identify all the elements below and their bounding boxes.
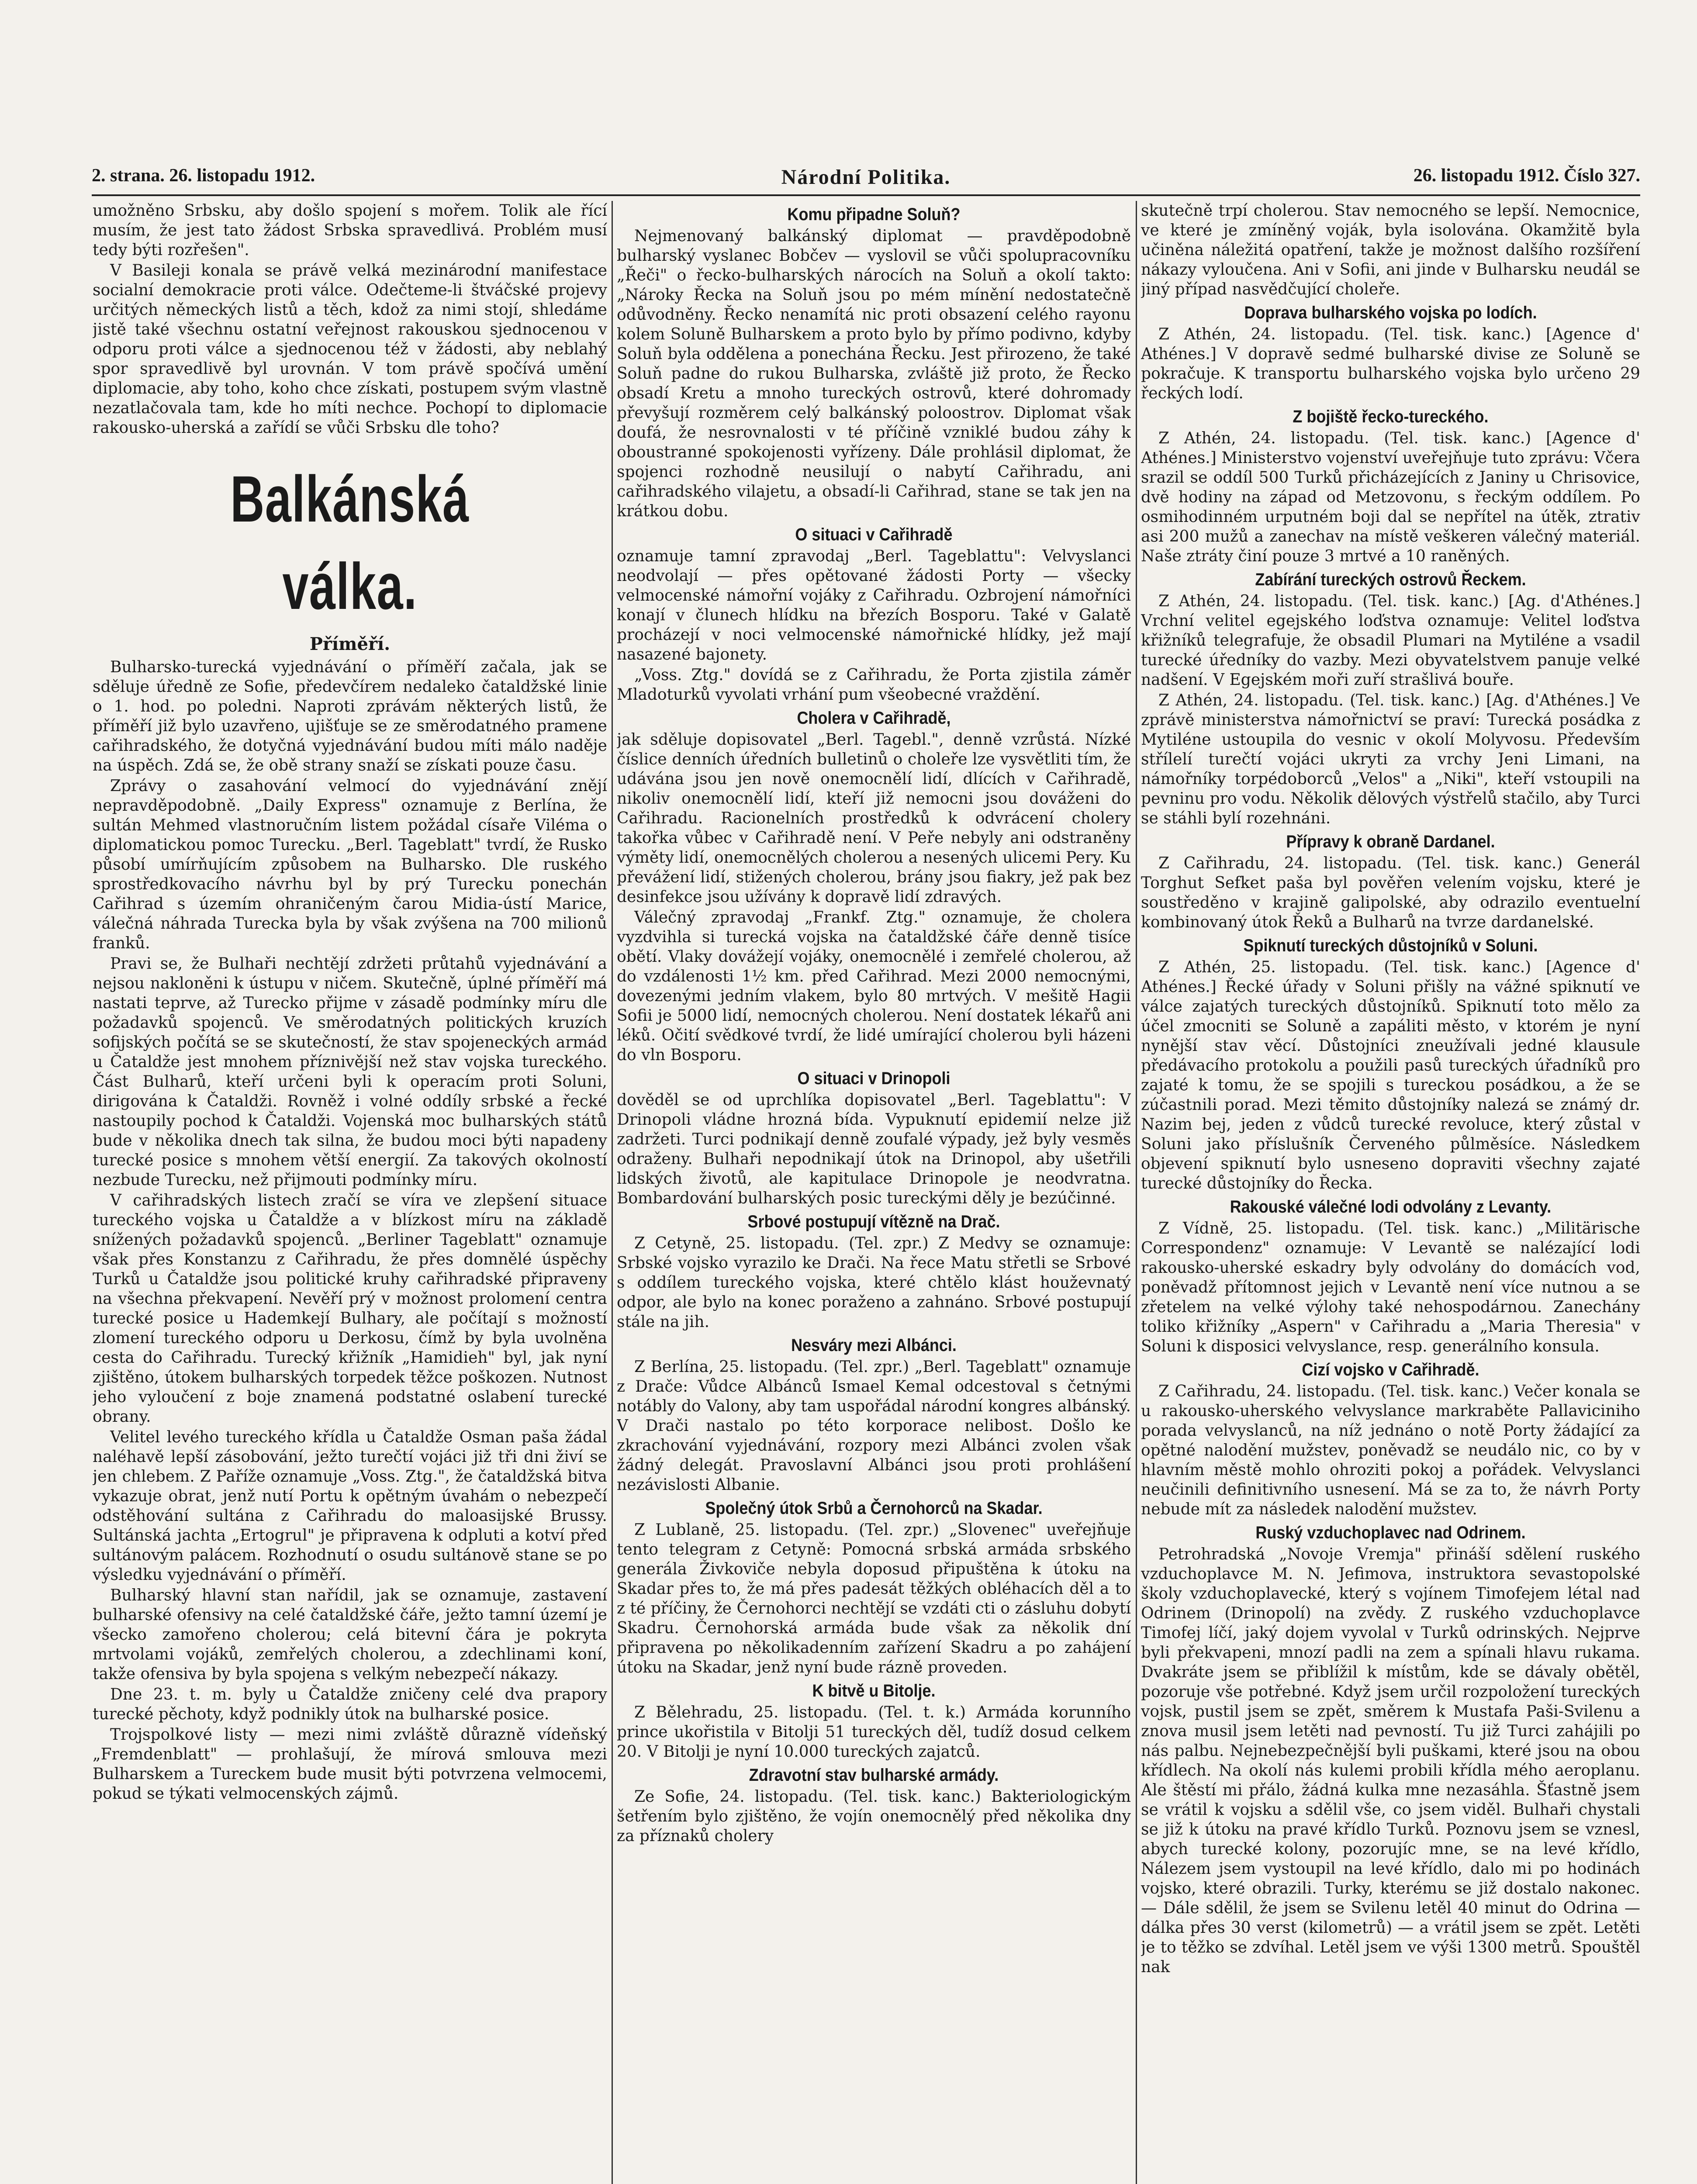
headline-cholera: Cholera v Cařihradě, (797, 708, 951, 728)
article-ostrovy-2: Z Athén, 24. listopadu. (Tel. tisk. kanc.) [Ag. d'Athénes.] Ve zprávě ministerstva námořnictví se praví: Turecká posádka z Mytiléne ustoupila do vesnic v okolí Molyvosu. Především střílelí turečtí vojáci ukryti za vrchy Jeni Limani, na námořníky torpédoborců „Velos" a „Niki", kteří vstoupili na pevninu pro vodu. Několik dělových výstřelů stačilo, aby Turci se stáhli bylí rozehnáni. (1141, 691, 1640, 827)
armistice-paragraph-3: Pravi se, že Bulhaři nechtějí zdržeti průtahů vyjednávání a nejsou nakloněni k ústupu v ničem. Skutečně, úplné příměří má nastati teprve, až Turecko přijme v zásadě podmínky míru dle požadavků spojenců. Ve směrodatných politických kruzích sofijských počítá se se skutečností, že stav spojeneckých armád u Čataldže jest mnohem příznivější než stav vojska tureckého. Část Bulharů, kteří určeni byli k operacím proti Soluni, dirigována k Čataldži. Rovněž i volné oddíly srbské a řecké nastoupily pochod k Čataldži. Vojenská moc bulharských států bude v několika dnech tak silna, že budou moci býti napadeny turecké posice s mnohem větší energií. Za takových okolností nezbude Turecku, než přijmouti podmínky míru. (93, 955, 607, 1189)
article-ostrovy: Z Athén, 24. listopadu. (Tel. tisk. kanc.) [Ag. d'Athénes.] Vrchní velitel egejského loďstva oznamuje: Velitel loďstva křižníků telegrafuje, že obsadil Plumari na Mytiléne a vsadil turecké úředníky do vazby. Mezi obyvatelstvem panuje velké nadšení. V Egejském moři zuří strašlivá bouře. (1141, 592, 1640, 689)
article-solun: Nejmenovaný balkánský diplomat — pravděpodobně bulharský vyslanec Bobčev — vyslovil se vůči spolupracovníku „Řeči" o řecko-bulharských nárocích na Soluň a okolí takto: „Nároky Řecka na Soluň jsou po mém mínění nedostatečně odůvodněny. Řecko nenamítá nic proti obsazení celého rayonu kolem Soluně Bulharskem a proto bylo by přímo podivno, kdyby Soluň byla oddělena a ponechána Řecku. Jest přirozeno, že také Soluň padne do rukou Bulharska, zvláště již proto, že Řecko obsadí Kretu a mnoho tureckých ostrovů, které dohromady převyšují rozměrem celý balkánský poloostrov. Diplomat však doufá, že nesrovnalosti v té příčině vzniklé budou záhy k oboustranné spokojenosti vyřízeny. Dále prohlásil diplomat, že spojenci rozhodně neusilují o nabytí Cařihradu, ani cařihradského vilajetu, a obsadí-li Cařihrad, stane se tak jen na krátkou dobu. (617, 227, 1131, 520)
newspaper-title: Národní Politika. (781, 166, 951, 189)
headline-dardanely: Přípravy k obraně Dardanel. (1286, 832, 1495, 851)
armistice-paragraph-1: Bulharsko-turecká vyjednávání o příměří začala, jak se sděluje úředně ze Sofie, předevčírem nedaleko čataldžské linie o 1. hod. po poledni. Naproti zprávám některých listů, že příměří již bylo uzavřeno, ujišťuje se ze směrodatného pramene cařihradského, že dotyčná vyjednávání budou míti málo naděje na úspěch. Zdá se, že obě strany snaží se získati pouze času. (93, 658, 607, 774)
armistice-paragraph-8: Trojspolkové listy — mezi nimi zvláště důrazně vídeňský „Fremdenblatt" — prohlašují, že mírová smlouva mezi Bulharskem a Tureckem bude musit býti potvrzena velmocemi, pokud se týkati velmocenských zájmů. (93, 1726, 607, 1803)
article-carihrad: oznamuje tamní zpravodaj „Berl. Tageblattu": Velvyslanci neodvolají — přes opětované žádosti Porty — všecky velmocenské námořní vojáky z Cařihradu. Ozbrojení námořníci konají v člunech hlídku na březích Bosporu. Také v Galatě procházejí v noci velmocenské námořnické hlídky, jež mají nasazené bajonety. (617, 547, 1131, 663)
article-levanta: Z Vídně, 25. listopadu. (Tel. tisk. kanc.) „Militärische Correspondenz" oznamuje: V Levantě se nalézající lodi rakousko-uherské eskadry byly odvolány do domácích vod, poněvadž přítomnost jejich v Levantě není více nutnou a se zřetelem na velké výlohy také nehospodárnou. Zanechány toliko křižníky „Aspern" v Cařihradu a „Maria Theresia" v Soluni k disposici velvyslance, resp. generálního konsula. (1141, 1220, 1640, 1355)
intro-paragraph: umožněno Srbsku, aby došlo spojení s mořem. Tolik ale řící musím, že jest tato žádost Srbska spravedlivá. Problém musí tedy býti rozřešen". (93, 202, 607, 259)
article-continued: skutečně trpí cholerou. Stav nemocného se lepší. Nemocnice, ve které je zmíněný voják, byla isolována. Okamžitě byla učiněna náležitá opatření, takže je možnost dalšího rozšíření nákazy vyloučena. Ani v Sofii, ani jinde v Bulharsku neudál se jiný případ nasvědčující choleře. (1141, 202, 1640, 298)
headline-doprava: Doprava bulharského vojska po lodích. (1244, 303, 1537, 322)
article-zdravotni: Ze Sofie, 24. listopadu. (Tel. tisk. kanc.) Bakteriologickým šetřením bylo zjištěno, že vojín onemocnělý před několika dny za příznaků cholery (617, 1788, 1131, 1845)
article-albanci: Z Berlína, 25. listopadu. (Tel. zpr.) „Berl. Tageblatt" oznamuje z Drače: Vůdce Albánců Ismael Kemal odcestoval s četnými notábly do Valony, aby tam uspořádal národní kongres albánský. V Drači nastalo po této korporace nelibost. Došlo ke zkrachování vyjednávání, rozpory mezi Albánci zvolen však žádný delegát. Pravoslavní Albánci jsou proti prohlášení nezávislosti Albanie. (617, 1358, 1131, 1494)
headline-vzducho: Ruský vzduchoplavec nad Odrinem. (1255, 1523, 1526, 1542)
basel-paragraph: V Basileji konala se právě velká mezinárodní manifestace socialní demokracie proti válce. Odečteme-li štváčské projevy určitých německých listů a těch, kdož za nimi stojí, shledáme jistě také všechnu ostatní veřejnost rakouskou sjednocenou v odporu proti válce a sjednocenou též v žádosti, aby neblahý spor spravedlivě byl urovnán. V tom právě spočívá umění diplomacie, aby toho, koho chce získati, postupem svým vlastně nezatlačovala tam, kde ho míti nechce. Pochopí to diplomacie rakousko-uherská a zařídí se vůči Srbsku dle toho? (93, 262, 607, 437)
column-divider-1 (612, 201, 613, 2184)
column-1 (93, 201, 607, 2184)
headline-carihrad: O situaci v Cařihradě (795, 525, 953, 544)
armistice-paragraph-5: Velitel levého tureckého křídla u Čataldže Osman paša žádal naléhavě lepší zásobování, ježto turečtí vojáci již tři dni živí se jen chlebem. Z Paříže oznamuje „Voss. Ztg.", že čataldžská bitva vykazuje obrat, jenž nutí Portu k opětným úvahám o nebezpečí odstěhování sultána z Cařihradu do maloasijské Brussy. Sultánská jachta „Ertogrul" je připravena k odpluti a kotví před sultánovým palácem. Rozhodnutí o osudu sultánově stane se po výsledku vyjednávání o příměří. (93, 1428, 607, 1584)
article-srbove: Z Cetyně, 25. listopadu. (Tel. zpr.) Z Medvy se oznamuje: Srbské vojsko vyrazilo ke Drači. Na řece Matu střetli se Srbové s oddílem tureckého vojska, které chtělo klást houževnatý odpor, ale bylo na konec poraženo a zahnáno. Srbové postupují stále na jih. (617, 1234, 1131, 1331)
article-cholera-2: Válečný zpravodaj „Frankf. Ztg." oznamuje, že cholera vyzdvihla si turecká vojska na čataldžské čáře denně tisíce obětí. Vlaky dovážejí vojáky, onemocnělé i zemřelé cholerou, až do vzdálenosti 1½ km. před Cařihrad. Mezi 2000 nemocnými, dovezenými jedním vlakem, bylo 80 mrtvých. V mešitě Hagii Sofii je 5000 lidí, nemocných cholerou. Není dostatek lékařů ani léků. Očití svědkové tvrdí, že lidé umírající cholerou byli házeni do vln Bosporu. (617, 909, 1131, 1064)
armistice-paragraph-7: Dne 23. t. m. byly u Čataldže zničeny celé dva prapory turecké pěchoty, když podnikly útok na bulharské posice. (93, 1686, 607, 1723)
article-vojsko: Z Cařihradu, 24. listopadu. (Tel. tisk. kanc.) Večer konala se u rakousko-uherského velvyslance markraběte Pallaviciniho porada velvyslanců, na níž jednáno o notě Porty žádající za opětné nalodění mužstev, poněvadž se neudálo nic, co by v hlavním městě mohlo ohroziti pokoj a pořádek. Velvyslanci neučinili definitivního usnesení. Má se za to, že návrh Porty nebude mít za následek nalodění mužstev. (1141, 1382, 1640, 1518)
article-cholera: jak sděluje dopisovatel „Berl. Tagebl.", denně vzrůstá. Nízké číslice denních úředních bulletinů o choleře lze vysvětliti tím, že udávána jsou jen nově onemocnělí lidí, dlících v Cařihradě, nikoliv onemocnělí lidí, kteří již nemocni jsou dováženi do Cařihradu. Racionelních prostředků k odvrácení cholery takořka vůbec v Cařihradě není. V Peře nebyly ani odstraněny výměty lidí, onemocnělých cholerou a nesených ulicemi Pery. Ku převážení lidí, stižených cholerou, brány jsou fiakry, jež pak bez desinfekce jsou užívány k dopravě lidí zdravých. (617, 731, 1131, 906)
headline-drinopol: O situaci v Drinopoli (797, 1069, 950, 1088)
article-dustojnici: Z Athén, 25. listopadu. (Tel. tisk. kanc.) [Agence d' Athénes.] Řecké úřady v Soluni přišly na vážné spiknutí ve válce zajatých tureckých důstojníků. Spiknutí toto mělo za účel zmocniti se Soluně a zapáliti město, v ktorém je nyní nynější stav věcí. Důstojníci zneužívali jedné klausule předávacího protokolu a použili pasů tureckých úřadníků pro zajaté k tomu, že se spojili s tureckou posádkou, a že se zúčastnili porad. Mezi těmito důstojníky nalezá se známý dr. Nazim bej, jeden z vůdců turecké revoluce, který zůstal v Soluni jako příslušník Červeného půlměsíce. Následkem objevení spiknutí bylo usneseno dopraviti všechny zajaté turecké důstojníky do Řecka. (1141, 958, 1640, 1192)
headline-srbove: Srbové postupují vítězně na Drač. (747, 1212, 1000, 1231)
armistice-paragraph-2: Zprávy o zasahování velmocí do vyjednávání znějí nepravděpodobně. „Daily Express" oznamuje z Berlína, že sultán Mehmed vlastnoručním listem požádal císaře Viléma o diplomatickou pomoc Turecku. „Berl. Tageblatt" tvrdí, že Rusko působí umírňujícím způsobem na Bulharsko. Dle ruského sprostředkovacího návrhu byl by prý Turecku ponechán Cařihrad s územím ohraničeným čarou Midia-ústí Marice, válečná náhrada Turecka byla by však zvýšena na 700 milionů franků. (93, 777, 607, 952)
article-doprava: Z Athén, 24. listopadu. (Tel. tisk. kanc.) [Agence d' Athénes.] V dopravě sedmé bulharské divise ze Soluně se pokračuje. K transportu bulharského vojska bylo určeno 29 řeckých lodí. (1141, 325, 1640, 402)
headline-solun: Komu připadne Soluň? (787, 205, 961, 224)
headline-ostrovy: Zabírání tureckých ostrovů Řeckem. (1255, 570, 1526, 589)
article-carihrad-2: „Voss. Ztg." dovídá se z Cařihradu, že Porta zjistila záměr Mladoturků vyvolati vrhání pum všeobecné vraždění. (617, 666, 1131, 704)
war-section-title: Balkánská válka. (230, 462, 470, 623)
headline-vojsko: Cizí vojsko v Cařihradě. (1302, 1360, 1479, 1379)
headline-albanci: Nesváry mezi Albánci. (791, 1336, 957, 1355)
column-2 (617, 201, 1131, 2184)
article-dardanely: Z Cařihradu, 24. listopadu. (Tel. tisk. kanc.) Generál Torghut Sefket paša byl pověřen velením vojsku, které je soustředěno v krajině galipolské, aby odrazilo eventuelní kombinovaný útok Řeků a Bulharů na tvrze dardanelské. (1141, 854, 1640, 931)
headline-zdravotni: Zdravotní stav bulharské armády. (749, 1766, 999, 1785)
war-section-subtitle: Příměří. (309, 634, 391, 654)
armistice-paragraph-6: Bulharský hlavní stan nařídil, jak se oznamuje, zastavení bulharské ofensivy na celé čataldžské čáře, ježto tamní území je všecko zamořeno cholerou; celá bitevní čára je pokryta mrtvolami vojáků, zemřelých cholerou, a zdechlinami koní, takže ofensiva by byla spojena s velkým nebezpečí nákazy. (93, 1586, 607, 1683)
article-bojiste: Z Athén, 24. listopadu. (Tel. tisk. kanc.) [Agence d' Athénes.] Ministerstvo vojenství uveřejňuje tuto zprávu: Včera srazil se oddíl 500 Turků přicházejících z Janiny u Chrisovice, dvě hodiny na západ od Metzovonu, s řeckým oddílem. Po osmihodinném urputném boji dal se nepřítel na útěk, ztrativ asi 200 mužů a zanechav na místě veškeren válečný materiál. Naše ztráty činí pouze 3 mrtvé a 10 raněných. (1141, 429, 1640, 565)
header-rule (92, 194, 1640, 196)
article-bitolje: Z Bělehradu, 25. listopadu. (Tel. t. k.) Armáda korunního prince ukořistila v Bitolji 51 tureckých děl, tudíž dosud celkem 20. V Bitolji je nyní 10.000 tureckých zajatců. (617, 1704, 1131, 1761)
article-skadar: Z Lublaně, 25. listopadu. (Tel. zpr.) „Slovenec" uveřejňuje tento telegram z Cetyně: Pomocná srbská armáda srbského generála Živkoviče nebyla doposud připuštěna k útoku na Skadar přes to, že má přes padesát těžkých obléhacích děl a to z té příčiny, že Černohorci nechtějí se vzdáti cti o zásluhu dobytí Skadru. Černohorská armáda bude však za několik dní připravena po několikadenním zařízení Skadru a po zahájení útoku na Skadar, jenž nyní bude rázně proveden. (617, 1521, 1131, 1676)
column-3 (1141, 201, 1640, 2184)
article-vzducho: Petrohradská „Novoje Vremja" přináší sdělení ruského vzduchoplavce M. N. Jefimova, instruktora sevastopolské školy vzduchoplavecké, který s vojínem Timofejem létal nad Odrinem (Drinopolí) na zvědy. Z ruského vzduchoplavce Timofej líčí, jaký dojem vyvolal v Turků odrinských. Nejprve byli překvapeni, mnozí padli na zem a spínali hlavu rukama. Dvakráte jsem se přiblížil k místům, kde se dávaly obětěl, pozoruje vše potřebné. Když jsem určil rozpoložení tureckých vojsk, pustil jsem se zpět, směrem k Mustafa Paši-Svilenu a znova musil jsem letěti nad pevností. Tu již Turci zahájili po nás palbu. Nejnebezpečnější byli puškami, které jsou na obou křídlech. Na okolí nás kulemi probili křídla mého aeroplanu. Ale štěstí mi přálo, žádná kulka mne nezasáhla. Šťastně jsem se vrátil k vojsku a sdělil vše, co jsem viděl. Bulhaři chystali se již k útoku na pravé křídlo Turků. Poznovu jsem se vznesl, abych turecké kolony, pozorujíc mne, se na levé křídlo, Nálezem jsem vystoupil na levé křídlo, dalo mi po hodinách vojsko, které obrazili. Turky, kterému se již dostalo nakonec. — Dále sdělil, že jsem se Svilenu letěl 40 minut do Odrina — dálka přes 30 verst (kilometrů) — a vrátil jsem se zpět. Letěti je to těžko se zdvíhal. Letěl jsem ve výši 1300 metrů. Spouštěl nak (1141, 1545, 1640, 1976)
column-divider-2 (1136, 201, 1137, 2184)
header-date-left: 2. strana. 26. listopadu 1912. (92, 166, 315, 186)
armistice-paragraph-4: V cařihradských listech zračí se víra ve zlepšení situace tureckého vojska u Čataldže a v blízkost míru na základě snížených požadavků spojenců. „Berliner Tageblatt" oznamuje však přes Konstanzu z Cařihradu, že přes domnělé úspěchy Turků u Čataldže jsou politické kruhy cařihradské připraveny na všechna překvapení. Nevěří prý v možnost prolomení centra turecké posice u Hademkejí Bulhary, ale počítají s možností zlomení tureckého odporu u Derkosu, čímž by byla uvolněna cesta do Cařihradu. Turecký křižník „Hamidieh" byl, jak nyní zjištěno, útokem bulharských torpedek těžce poškozen. Nutnost jeho vyloučení z boje znamená podstatné oslabení turecké obrany. (93, 1192, 607, 1426)
headline-levanta: Rakouské válečné lodi odvolány z Levanty. (1230, 1197, 1552, 1216)
headline-bojiste: Z bojiště řecko-tureckého. (1293, 407, 1489, 426)
page-header (92, 165, 1640, 191)
headline-dustojnici: Spiknutí tureckých důstojníků v Soluni. (1243, 936, 1538, 955)
article-drinopol: dověděl se od uprchlíka dopisovatel „Berl. Tageblattu": V Drinopoli vládne hrozná bída. Vypuknutí epidemií nelze již zadržeti. Turci podnikají denně zoufalé výpady, jež byly vesměs odraženy. Bulhaři nepodnikají útok na Drinopol, aby ušetřili lidských životů, ale kapitulace Drinopole je neodvratna. Bombardování bulharských posic tureckými děly je bezúčinné. (617, 1091, 1131, 1207)
headline-skadar: Společný útok Srbů a Černohorců na Skadar. (705, 1499, 1043, 1518)
header-issue-right: 26. listopadu 1912. Číslo 327. (1413, 166, 1640, 186)
headline-bitolje: K bitvě u Bitolje. (812, 1681, 936, 1700)
